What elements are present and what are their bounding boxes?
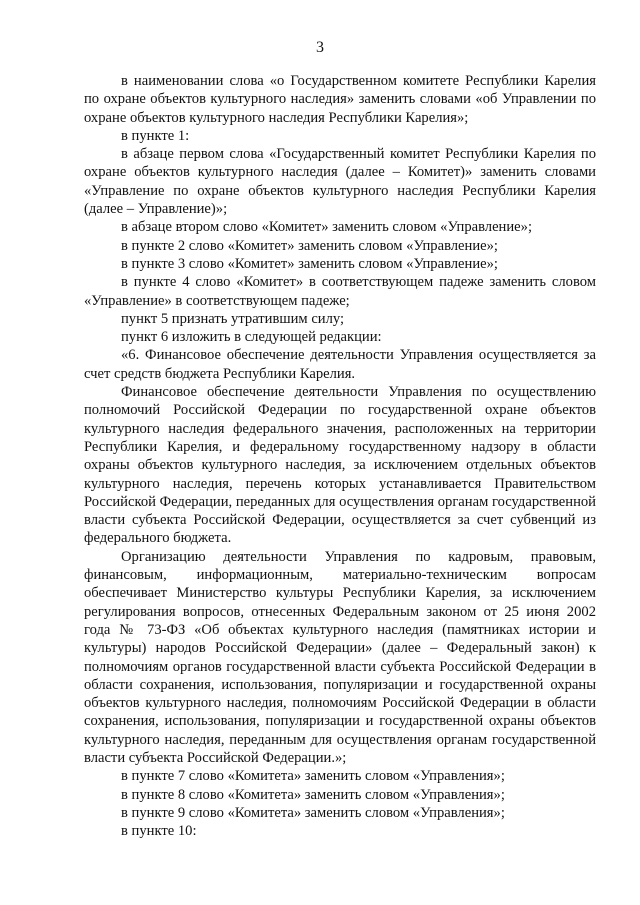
- paragraph-clause-6-text: «6. Финансовое обеспечение деятельности Управления осуществляется за счет средств бюджета Республики Карелия.: [84, 347, 596, 382]
- paragraph-clause-7: в пункте 7 слово «Комитета» заменить словом «Управления»;: [121, 768, 505, 785]
- paragraph-clause-4: в пункте 4 слово «Комитет» в соответствующем падеже заменить словом «Управление» в соответствующем падеже;: [84, 274, 596, 309]
- paragraph-clause-6-intro: пункт 6 изложить в следующей редакции:: [121, 329, 382, 346]
- paragraph-clause-8: в пункте 8 слово «Комитета» заменить словом «Управления»;: [121, 786, 505, 803]
- paragraph-clause-1-second-abzac: в абзаце втором слово «Комитет» заменить словом «Управление»;: [121, 219, 533, 236]
- paragraph-financing: Финансовое обеспечение деятельности Управления по осуществлению полномочий Российской Федерации по государственной охране объектов культурного наследия федерального значения, расположенных на территории Республики Карелия, и федеральному государственному надзору в области охраны объектов культурного наследия, за исключением отдельных объектов культурного наследия, перечень которых устанавливается Правительством Российской Федерации, переданных для осуществления органам государственной власти субъекта Российской Федерации, осуществляется за счет субвенций из федерального бюджета.: [84, 384, 596, 547]
- paragraph-title-amendment: в наименовании слова «о Государственном комитете Республики Карелия по охране объектов культурного наследия» заменить словами «об Управлении по охране объектов культурного наследия Республики Карелия»;: [84, 73, 596, 126]
- paragraph-clause-1-intro: в пункте 1:: [121, 127, 190, 144]
- page-number: 3: [316, 39, 324, 56]
- paragraph-clause-2: в пункте 2 слово «Комитет» заменить словом «Управление»;: [121, 237, 498, 254]
- paragraph-clause-5: пункт 5 признать утратившим силу;: [121, 310, 345, 327]
- paragraph-clause-3: в пункте 3 слово «Комитет» заменить словом «Управление»;: [121, 255, 498, 272]
- document-body: [84, 72, 596, 840]
- paragraph-clause-9: в пункте 9 слово «Комитета» заменить словом «Управления»;: [121, 804, 505, 821]
- paragraph-clause-10-intro: в пункте 10:: [121, 823, 197, 840]
- paragraph-clause-1-first-abzac: в абзаце первом слова «Государственный комитет Республики Карелия по охране объектов культурного наследия (далее – Комитет)» заменить словами «Управление по охране объектов культурного наследия Республики Карелия (далее – Управление)»;: [84, 146, 596, 218]
- paragraph-organization: Организацию деятельности Управления по кадровым, правовым, финансовым, информационным, материально-техническим вопросам обеспечивает Министерство культуры Республики Карелия, за исключением регулирования вопросов, отнесенных Федеральным законом от 25 июня 2002 года № 73-ФЗ «Об объектах культурного наследия (памятниках истории и культуры) народов Российской Федерации» (далее – Федеральный закон) к полномочиям органов государственной власти субъекта Российской Федерации в области сохранения, использования, популяризации и государственной охраны объектов культурного наследия, полномочиям Российской Федерации в области сохранения, использования, популяризации и государственной охраны объектов культурного наследия, переданным для осуществления органам государственной власти субъекта Российской Федерации.»;: [84, 548, 596, 766]
